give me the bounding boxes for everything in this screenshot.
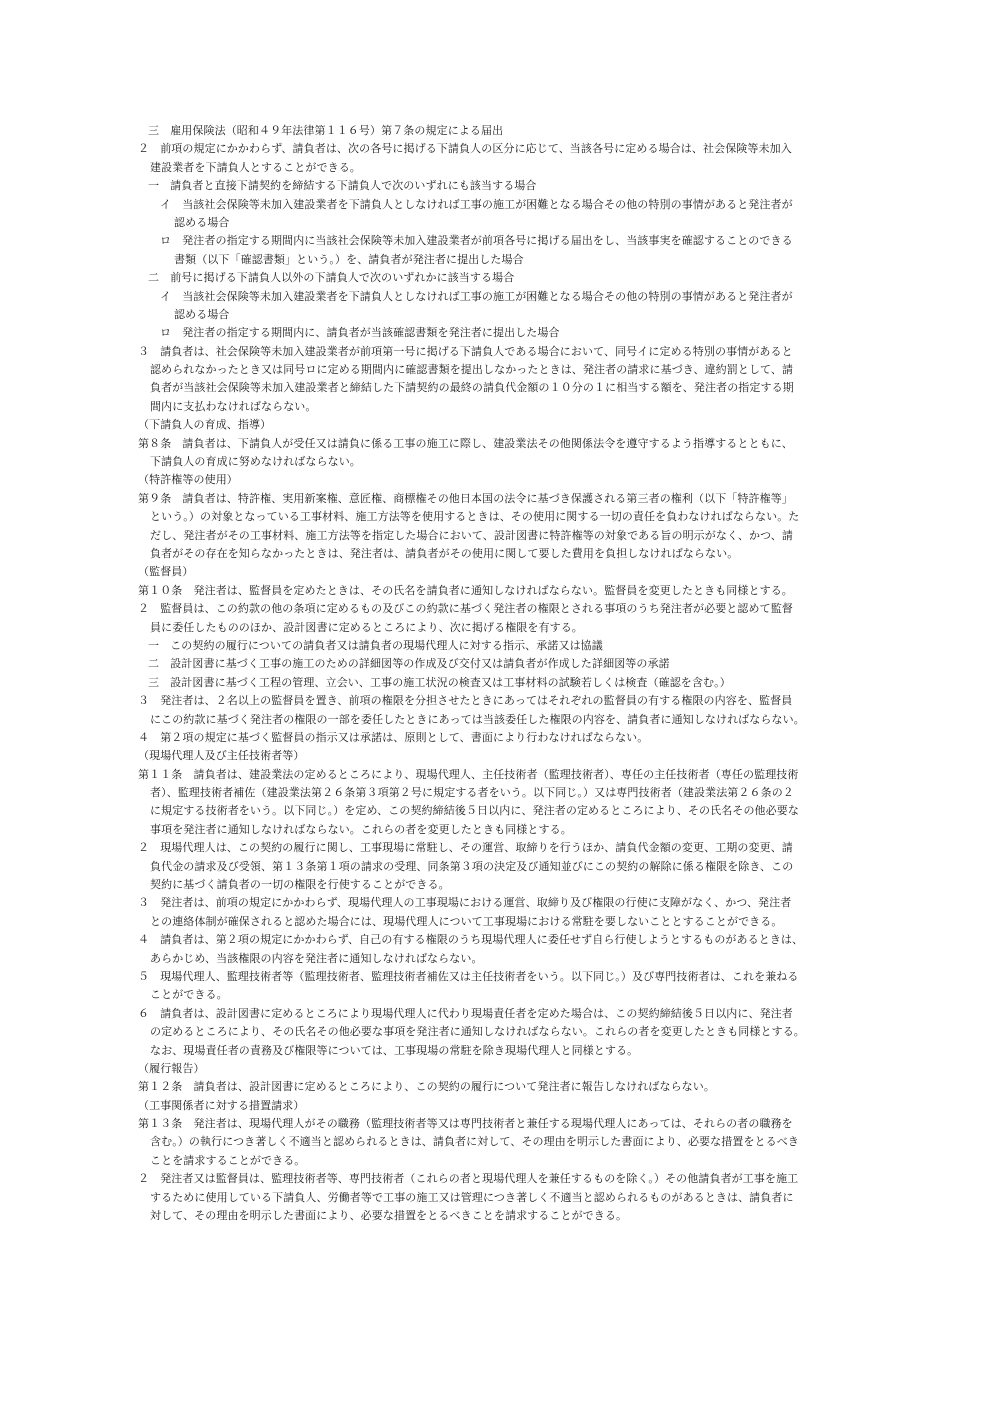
text-line: との連絡体制が確保されると認めた場合には、現場代理人について工事現場における常駐を要しないこととすることができる。: [150, 914, 783, 928]
text-line: 契約に基づく請負者の一切の権限を行使することができる。: [150, 878, 450, 892]
text-line: という。）の対象となっている工事材料、施工方法等を使用するときは、その使用に関する一切の責任を負わなければならない。た: [150, 510, 800, 524]
text-line: 書類（以下「確認書類」という。）を、請負者が発注者に提出した場合: [174, 252, 524, 266]
text-line: （下請負人の育成、指導）: [138, 418, 272, 432]
text-line: ６ 請負者は、設計図書に定めるところにより現場代理人に代わり現場責任者を定めた場合は、この契約締結後５日以内に、発注者: [138, 1006, 793, 1020]
text-line: 負代金の請求及び受領、第１３条第１項の請求の受理、同条第３項の決定及び通知並びにこの契約の解除に係る権限を除き、この: [150, 859, 794, 873]
text-line: 三 設計図書に基づく工程の管理、立会い、工事の施工状況の検査又は工事材料の試験若しくは検査（確認を含む。）: [148, 675, 731, 689]
text-line: 認める場合: [174, 215, 230, 229]
text-line: だし、発注者がその工事材料、施工方法等を指定した場合において、設計図書に特許権等の対象である旨の明示がなく、かつ、請: [150, 528, 793, 542]
text-line: ４ 第２項の規定に基づく監督員の指示又は承諾は、原則として、書面により行わなければならない。: [138, 730, 649, 744]
text-line: ２ 監督員は、この約款の他の条項に定めるもの及びこの約款に基づく発注者の権限とされる事項のうち発注者が必要と認めて監督: [138, 602, 793, 616]
text-line: 第１０条 発注者は、監督員を定めたときは、その氏名を請負者に通知しなければならない。監督員を変更したときも同様とする。: [138, 583, 793, 597]
text-line: （履行報告）: [138, 1061, 205, 1075]
text-line: ５ 現場代理人、監理技術者等（監理技術者、監理技術者補佐又は主任技術者をいう。以下同じ。）及び専門技術者は、これを兼ねる: [138, 969, 799, 983]
text-line: 一 請負者と直接下請契約を締結する下請負人で次のいずれにも該当する場合: [148, 179, 537, 193]
text-line: に規定する技術者をいう。以下同じ。）を定め、この契約締結後５日以内に、発注者の定めるところにより、その氏名その他必要な: [150, 804, 799, 818]
text-line: ３ 発注者は、前項の規定にかかわらず、現場代理人の工事現場における運営、取締り及び権限の行使に支障がなく、かつ、発注者: [138, 896, 792, 910]
text-line: ことができる。: [150, 988, 228, 1002]
text-line: ２ 前項の規定にかかわらず、請負者は、次の各号に掲げる下請負人の区分に応じて、当該各号に定める場合は、社会保険等未加入: [138, 142, 792, 156]
text-line: ロ 発注者の指定する期間内に、請負者が当該確認書類を発注者に提出した場合: [160, 326, 560, 340]
text-line: ２ 発注者又は監督員は、監理技術者等、専門技術者（これらの者と現場代理人を兼任するものを除く。）その他請負者が工事を施工: [138, 1172, 799, 1186]
text-line: 第１２条 請負者は、設計図書に定めるところにより、この契約の履行について発注者に報告しなければならない。: [138, 1080, 715, 1094]
text-line: 員に委任したもののほか、設計図書に定めるところにより、次に掲げる権限を有する。: [150, 620, 583, 634]
text-line: （特許権等の使用）: [138, 473, 238, 487]
text-line: 間内に支払わなければならない。: [150, 399, 317, 413]
text-line: にこの約款に基づく発注者の権限の一部を委任したときにあっては当該委任した権限の内容を、請負者に通知しなければならない。: [150, 712, 805, 726]
text-line: 対して、その理由を明示した書面により、必要な措置をとるべきことを請求することができる。: [150, 1209, 628, 1223]
text-line: ２ 現場代理人は、この契約の履行に関し、工事現場に常駐し、その運営、取締りを行うほか、請負代金額の変更、工期の変更、請: [138, 841, 793, 855]
text-line: イ 当該社会保険等未加入建設業者を下請負人としなければ工事の施工が困難となる場合その他の特別の事情があると発注者が: [160, 197, 793, 211]
text-line: 第９条 請負者は、特許権、実用新案権、意匠権、商標権その他日本国の法令に基づき保護される第三者の権利（以下「特許権等」: [138, 491, 793, 505]
text-line: あらかじめ、当該権限の内容を発注者に通知しなければならない。: [150, 951, 483, 965]
text-line: 事項を発注者に通知しなければならない。これらの者を変更したときも同様とする。: [150, 822, 572, 836]
text-line: の定めるところにより、その氏名その他必要な事項を発注者に通知しなければならない。これらの者を変更したときも同様とする。: [150, 1025, 805, 1039]
text-line: 第１３条 発注者は、現場代理人がその職務（監理技術者等又は専門技術者と兼任する現場代理人にあっては、それらの者の職務を: [138, 1117, 793, 1131]
text-line: イ 当該社会保険等未加入建設業者を下請負人としなければ工事の施工が困難となる場合その他の特別の事情があると発注者が: [160, 289, 793, 303]
text-line: ４ 請負者は、第２項の規定にかかわらず、自己の有する権限のうち現場代理人に委任せず自ら行使しようとするものがあるときは、: [138, 933, 804, 947]
text-line: するために使用している下請負人、労働者等で工事の施工又は管理につき著しく不適当と認められるものがあるときは、請負者に: [150, 1190, 794, 1204]
text-line: 者）、監理技術者補佐（建設業法第２６条第３項第２号に規定する者をいう。以下同じ。）又は専門技術者（建設業法第２６条の２: [150, 786, 794, 800]
text-line: 下請負人の育成に努めなければならない。: [150, 455, 361, 469]
text-line: 負者が当該社会保険等未加入建設業者と締結した下請契約の最終の請負代金額の１０分の１に相当する額を、発注者の指定する期: [150, 381, 794, 395]
text-line: （工事関係者に対する措置請求）: [138, 1098, 305, 1112]
text-line: なお、現場責任者の責務及び権限等については、工事現場の常駐を除き現場代理人と同様とする。: [150, 1043, 639, 1057]
document-body: [138, 122, 900, 1225]
text-line: （監督員）: [138, 565, 194, 579]
text-line: 負者がその存在を知らなかったときは、発注者は、請負者がその使用に関して要した費用を負担しなければならない。: [150, 546, 739, 560]
text-line: 一 この契約の履行についての請負者又は請負者の現場代理人に対する指示、承諾又は協議: [148, 638, 603, 652]
text-line: 第１１条 請負者は、建設業法の定めるところにより、現場代理人、主任技術者（監理技術者）、専任の主任技術者（専任の監理技術: [138, 767, 799, 781]
text-line: 認められなかったとき又は同号ロに定める期間内に確認書類を提出しなかったときは、発注者の請求に基づき、違約罰として、請: [150, 363, 794, 377]
text-line: 三 雇用保険法（昭和４９年法律第１１６号）第７条の規定による届出: [148, 124, 504, 137]
text-line: 認める場合: [174, 307, 230, 321]
text-line: 建設業者を下請負人とすることができる。: [150, 160, 361, 174]
text-line: ３ 発注者は、２名以上の監督員を置き、前項の権限を分担させたときにあってはそれぞれの監督員の有する権限の内容を、監督員: [138, 694, 793, 708]
text-line: 含む。）の執行につき著しく不適当と認められるときは、請負者に対して、その理由を明示した書面により、必要な措置をとるべき: [150, 1135, 799, 1149]
text-line: 二 設計図書に基づく工事の施工のための詳細図等の作成及び交付又は請負者が作成した詳細図等の承諾: [148, 657, 670, 671]
text-line: 二 前号に掲げる下請負人以外の下請負人で次のいずれかに該当する場合: [148, 271, 515, 285]
text-line: （現場代理人及び主任技術者等）: [138, 749, 305, 763]
text-line: ロ 発注者の指定する期間内に当該社会保険等未加入建設業者が前項各号に掲げる届出をし、当該事実を確認することのできる: [160, 234, 793, 248]
text-line: ３ 請負者は、社会保険等未加入建設業者が前項第一号に掲げる下請負人である場合において、同号イに定める特別の事情があると: [138, 344, 793, 358]
text-line: 第８条 請負者は、下請負人が受任又は請負に係る工事の施工に際し、建設業法その他関係法令を遵守するよう指導するとともに、: [138, 436, 793, 450]
text-line: ことを請求することができる。: [150, 1153, 306, 1167]
